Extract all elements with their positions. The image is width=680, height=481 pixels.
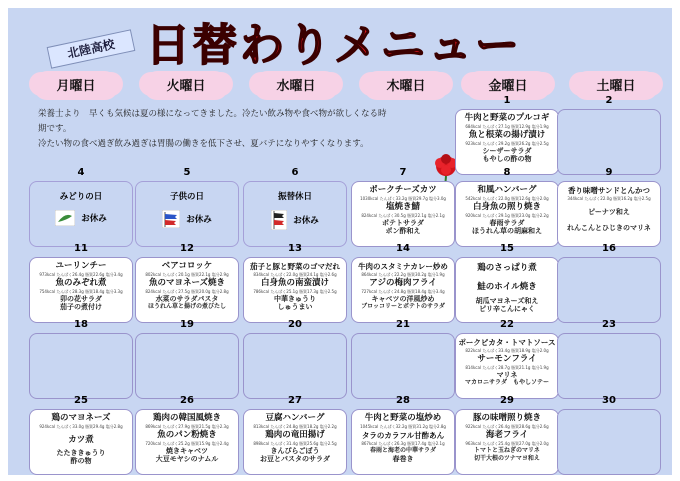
side-dish: 春雨サラダ <box>489 219 525 227</box>
nutrition-info: 720kcal たんぱく25.2g 脂質15.9g 塩分2.4g <box>145 441 229 446</box>
day-number: 8 <box>503 167 511 178</box>
side-dish: マカロニサラダ もやしソテー <box>465 379 549 386</box>
second-dish: 鶏肉の竜田揚げ <box>265 430 325 440</box>
second-dish: 魚のみぞれ煮 <box>55 278 107 288</box>
nutrition-info: 754kcal たんぱく28.3g 脂質18.4g 塩分3.3g <box>39 289 123 294</box>
side-dish: ピリ辛こんにゃく <box>479 305 535 313</box>
carp-streamer-icon <box>162 210 180 228</box>
message-line: 栄養士より 早くも気候は夏の様になってきました。冷たい飲み物や食べ物が欲しくなる時 <box>38 109 387 119</box>
message-line: 期です。 <box>38 124 72 134</box>
main-dish: 香り味噌サンドとんかつ <box>567 186 651 195</box>
main-dish: 和風ハンバーグ <box>477 185 537 195</box>
side-dish: シーザーサラダ <box>482 147 532 155</box>
nutrition-info: 834kcal たんぱく22.0g 脂質24.1g 塩分2.6g <box>253 272 337 277</box>
holiday-name: みどりの日 <box>59 192 103 202</box>
second-dish: 鮭のホイル焼き <box>477 282 537 292</box>
day-number: 15 <box>500 243 514 254</box>
second-dish: サーモンフライ <box>477 354 537 364</box>
nutrition-info: 973kcal たんぱく26.4g 脂質22.6g 塩分3.4g <box>39 272 123 277</box>
main-dish: 豚の味噌照り焼き <box>472 413 541 423</box>
carp-streamer-icon <box>271 210 287 230</box>
nutrition-info: 898kcal たんぱく31.4g 脂質25.6g 塩分2.5g <box>253 441 337 446</box>
day-number: 22 <box>500 319 514 330</box>
day-cell-7[interactable] <box>351 181 455 247</box>
weekday-monday: 月曜日 <box>34 74 118 100</box>
side-dish: きんぴらごぼう <box>270 447 320 455</box>
side-dish: トマトと玉ねぎのマリネ <box>474 447 540 454</box>
nutrition-info: 822kcal たんぱく33.4g 脂質18.9g 塩分2.0g <box>465 348 549 353</box>
day-cell-8[interactable] <box>455 181 559 247</box>
nutrition-info: 814kcal たんぱく28.7g 脂質21.1g 塩分1.9g <box>465 365 549 370</box>
day-cell-22[interactable] <box>455 333 559 399</box>
day-number: 18 <box>74 319 88 330</box>
nutrition-info: 922kcal たんぱく26.4g 脂質28.6g 塩分2.6g <box>465 424 549 429</box>
closed-label: お休み <box>186 215 212 225</box>
day-number: 6 <box>291 167 299 178</box>
day-cell-16[interactable] <box>557 257 661 323</box>
day-cell-25[interactable] <box>29 409 133 475</box>
nutrition-info: 802kcal たんぱく20.1g 脂質22.1g 塩分2.9g <box>145 272 229 277</box>
day-number: 29 <box>500 395 514 406</box>
main-dish: ポークピカタ・トマトソース <box>458 338 556 347</box>
day-cell-19[interactable] <box>135 333 239 399</box>
nutrition-info: 824kcal たんぱく27.5g 脂質20.0g 塩分2.8g <box>145 289 229 294</box>
second-dish: アジの梅肉フライ <box>369 278 437 288</box>
day-cell-6[interactable] <box>243 181 347 247</box>
second-dish: 魚と根菜の揚げ漬け <box>468 130 546 140</box>
nutrition-info: 920kcal たんぱく29.1g 脂質23.0g 塩分2.2g <box>465 213 549 218</box>
second-dish: 白身魚の南蛮漬け <box>260 278 329 288</box>
side-dish: 春雨と海老の中華サラダ <box>370 447 436 454</box>
nutrition-info: 542kcal たんぱく22.0g 脂質12.6g 塩分2.0g <box>465 196 549 201</box>
nutrition-info: 727kcal たんぱく24.8g 脂質18.4g 塩分3.4g <box>361 289 445 294</box>
day-cell-11[interactable] <box>29 257 133 323</box>
day-cell-21[interactable] <box>351 333 455 399</box>
main-dish: 豆腐ハンバーグ <box>265 413 325 423</box>
day-cell-14[interactable] <box>351 257 455 323</box>
weekday-saturday: 土曜日 <box>574 74 658 100</box>
closed-label: お休み <box>81 214 107 224</box>
side-dish: お豆とパスタのサラダ <box>260 455 330 463</box>
day-number: 12 <box>180 243 194 254</box>
nutrition-info: 1045kcal たんぱく32.2g 脂質31.2g 塩分2.8g <box>360 424 446 429</box>
day-number: 28 <box>396 395 410 406</box>
day-cell-1[interactable] <box>455 109 559 175</box>
side-dish: ブロッコリーとポテトのサラダ <box>361 303 445 310</box>
nutrition-info: 684kcal たんぱく27.1g 脂質12.9g 塩分1.9g <box>465 124 549 129</box>
day-cell-23[interactable] <box>557 333 661 399</box>
side-dish: 春巻き <box>392 455 414 463</box>
flag-icon <box>55 210 75 226</box>
holiday-name: 振替休日 <box>277 192 312 202</box>
side-dish: ほうれん草の胡麻和え <box>472 227 542 235</box>
nutrition-info: 824kcal たんぱく30.5g 脂質22.1g 塩分2.1g <box>361 213 445 218</box>
message-line: 冷たい物の食べ過ぎ飲み過ぎは胃腸の働きを低下させ、夏バテになりやすくなります。 <box>38 139 369 149</box>
side-dish: しゅうまい <box>277 303 313 311</box>
day-number: 27 <box>288 395 302 406</box>
day-number: 7 <box>399 167 407 178</box>
day-number: 19 <box>180 319 194 330</box>
holiday-name: 子供の日 <box>169 192 204 202</box>
day-cell-18[interactable] <box>29 333 133 399</box>
day-number: 30 <box>602 395 616 406</box>
day-number: 5 <box>183 167 191 178</box>
second-dish: 白身魚の照り焼き <box>472 202 541 212</box>
side-dish: 酢の物 <box>70 457 92 465</box>
day-cell-2[interactable] <box>557 109 661 175</box>
second-dish: カツ煮 <box>68 435 94 445</box>
side-dish: キャベツの洋風炒め <box>371 295 435 303</box>
side-dish: ポン酢和え <box>385 227 421 235</box>
day-cell-9[interactable] <box>557 181 661 247</box>
weekday-wednesday: 水曜日 <box>254 74 338 100</box>
main-dish: 牛肉のスタミナカレー炒め <box>358 262 448 271</box>
day-number: 25 <box>74 395 88 406</box>
side-dish: 胡瓜マヨネーズ和え <box>475 297 539 305</box>
second-dish: 塩焼き鯖 <box>385 202 420 212</box>
weekday-friday: 金曜日 <box>466 74 550 100</box>
main-dish: ポークチーズカツ <box>369 185 437 195</box>
weekday-tuesday: 火曜日 <box>144 74 228 100</box>
nutrition-info: 963kcal たんぱく25.4g 脂質27.0g 塩分2.0g <box>465 441 549 446</box>
side-dish: 切干大根のツナマヨ和え <box>474 455 540 462</box>
day-number: 26 <box>180 395 194 406</box>
day-number: 2 <box>605 95 613 106</box>
nutrition-info: 867kcal たんぱく26.3g 脂質17.4g 塩分2.1g <box>361 441 445 446</box>
main-dish: 鶏のさっぱり煮 <box>477 263 537 273</box>
nutrition-info: 923kcal たんぱく29.2g 脂質26.2g 塩分2.5g <box>465 141 549 146</box>
nutrition-info: 1030kcal たんぱく33.2g 脂質29.7g 塩分3.0g <box>360 196 446 201</box>
nutrition-info: 864kcal たんぱく22.2g 脂質30.2g 塩分1.9g <box>361 272 445 277</box>
nutrition-info: 869kcal たんぱく27.9g 脂質21.5g 塩分2.3g <box>145 424 229 429</box>
day-cell-26[interactable] <box>135 409 239 475</box>
main-dish: ユーリンチー <box>55 261 107 271</box>
main-dish: 牛肉と野菜のプルコギ <box>464 113 550 123</box>
day-cell-27[interactable] <box>243 409 347 475</box>
side-dish: ピーナツ和え <box>588 208 630 216</box>
second-dish: 海老フライ <box>485 430 529 440</box>
nutrition-info: 786kcal たんぱく25.1g 脂質17.3g 塩分2.5g <box>253 289 337 294</box>
second-dish: タラのカラフル甘酢あん <box>361 431 445 440</box>
day-number: 1 <box>503 95 511 106</box>
second-dish: 魚のパン粉焼き <box>157 430 217 440</box>
nutrition-info: 344kcal たんぱく22.0g 脂質16.2g 塩分2.5g <box>567 196 651 201</box>
main-dish: ベアコロッケ <box>161 261 213 271</box>
day-number: 23 <box>602 319 616 330</box>
day-number: 4 <box>77 167 85 178</box>
main-dish: 茄子と豚と野菜のゴマだれ <box>250 262 340 271</box>
side-dish: 水菜のサラダパスタ <box>155 295 219 303</box>
day-cell-4[interactable] <box>29 181 133 247</box>
weekday-thursday: 木曜日 <box>364 74 448 100</box>
nutrition-info: 924kcal たんぱく33.0g 脂質29.4g 塩分2.8g <box>39 424 123 429</box>
nutrition-info: 813kcal たんぱく24.8g 脂質18.2g 塩分2.2g <box>253 424 337 429</box>
main-dish: 牛肉と野菜の塩炒め <box>364 413 442 423</box>
day-cell-28[interactable] <box>351 409 455 475</box>
day-number: 14 <box>396 243 410 254</box>
day-cell-5[interactable] <box>135 181 239 247</box>
second-dish: 魚のマヨネーズ焼き <box>148 278 226 288</box>
side-dish: 中華きゅうり <box>274 295 316 303</box>
nutritionist-message <box>38 108 458 153</box>
day-number: 11 <box>74 243 88 254</box>
menu-sheet <box>8 8 672 475</box>
side-dish: ポテトサラダ <box>382 219 424 227</box>
day-number: 20 <box>288 319 302 330</box>
side-dish: 大豆モヤシのナムル <box>155 455 219 463</box>
day-cell-13[interactable] <box>243 257 347 323</box>
side-dish: 茄子の煮付け <box>60 303 102 311</box>
day-cell-30[interactable] <box>557 409 661 475</box>
day-number: 16 <box>602 243 616 254</box>
side-dish: もやしの酢の物 <box>482 155 532 163</box>
day-cell-20[interactable] <box>243 333 347 399</box>
day-number: 21 <box>396 319 410 330</box>
day-cell-12[interactable] <box>135 257 239 323</box>
day-cell-15[interactable] <box>455 257 559 323</box>
main-dish: 鶏肉の韓国風焼き <box>152 413 221 423</box>
school-name: 北陸高校 <box>47 29 136 68</box>
main-dish: 鶏のマヨネーズ <box>51 413 111 423</box>
day-number: 13 <box>288 243 302 254</box>
day-cell-29[interactable] <box>455 409 559 475</box>
page-title: 日替わりメニュー <box>146 20 522 71</box>
side-dish: 卯の花サラダ <box>60 295 102 303</box>
side-dish: 焼きキャベツ <box>166 447 208 455</box>
side-dish: れんこんとひじきのマリネ <box>567 224 651 232</box>
closed-label: お休み <box>293 216 319 226</box>
side-dish: マリネ <box>496 371 518 379</box>
side-dish: ほうれん草と揚げの煮びたし <box>147 303 226 310</box>
day-number: 9 <box>605 167 613 178</box>
side-dish: たたききゅうり <box>56 449 106 457</box>
